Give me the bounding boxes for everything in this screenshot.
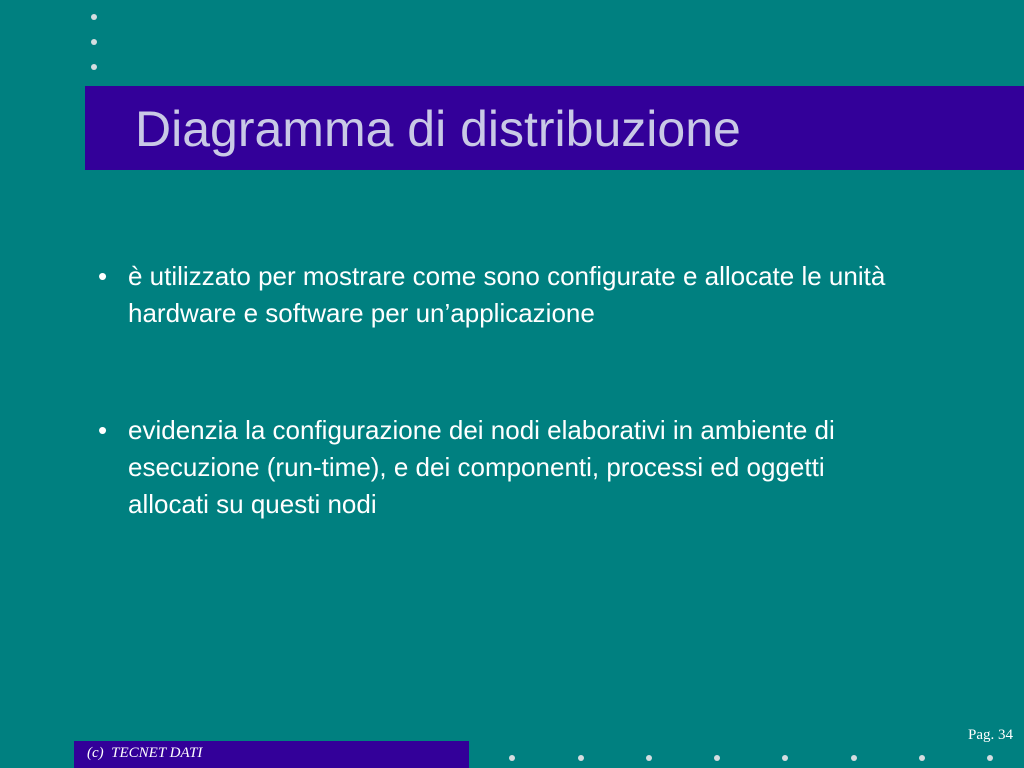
decoration-dot-bottom xyxy=(987,755,993,761)
bullet-list xyxy=(98,258,908,523)
decoration-dot-bottom xyxy=(782,755,788,761)
bullet-text: è utilizzato per mostrare come sono configurate e allocate le unità hardware e software per un’applicazione xyxy=(128,261,886,328)
slide-title: Diagramma di distribuzione xyxy=(135,101,741,157)
decoration-dot-bottom xyxy=(714,755,720,761)
bullet-marker: • xyxy=(98,415,108,445)
page-number: Pag. 34 xyxy=(968,727,1013,743)
decoration-dot-top xyxy=(91,64,97,70)
bullet-text: evidenzia la configurazione dei nodi elaborativi in ambiente di esecuzione (run-time), e dei componenti, processi ed oggetti allocati su questi nodi xyxy=(128,415,835,519)
footer-copyright: (c) TECNET DATI xyxy=(87,745,203,761)
decoration-dot-bottom xyxy=(919,755,925,761)
decoration-dot-top xyxy=(91,39,97,45)
decoration-dot-bottom xyxy=(509,755,515,761)
decoration-dot-top xyxy=(91,14,97,20)
decoration-dot-bottom xyxy=(578,755,584,761)
bullet-marker: • xyxy=(98,261,108,291)
decoration-dot-bottom xyxy=(646,755,652,761)
bullet-item xyxy=(98,258,908,332)
decoration-dot-bottom xyxy=(851,755,857,761)
bullet-item xyxy=(98,412,908,523)
